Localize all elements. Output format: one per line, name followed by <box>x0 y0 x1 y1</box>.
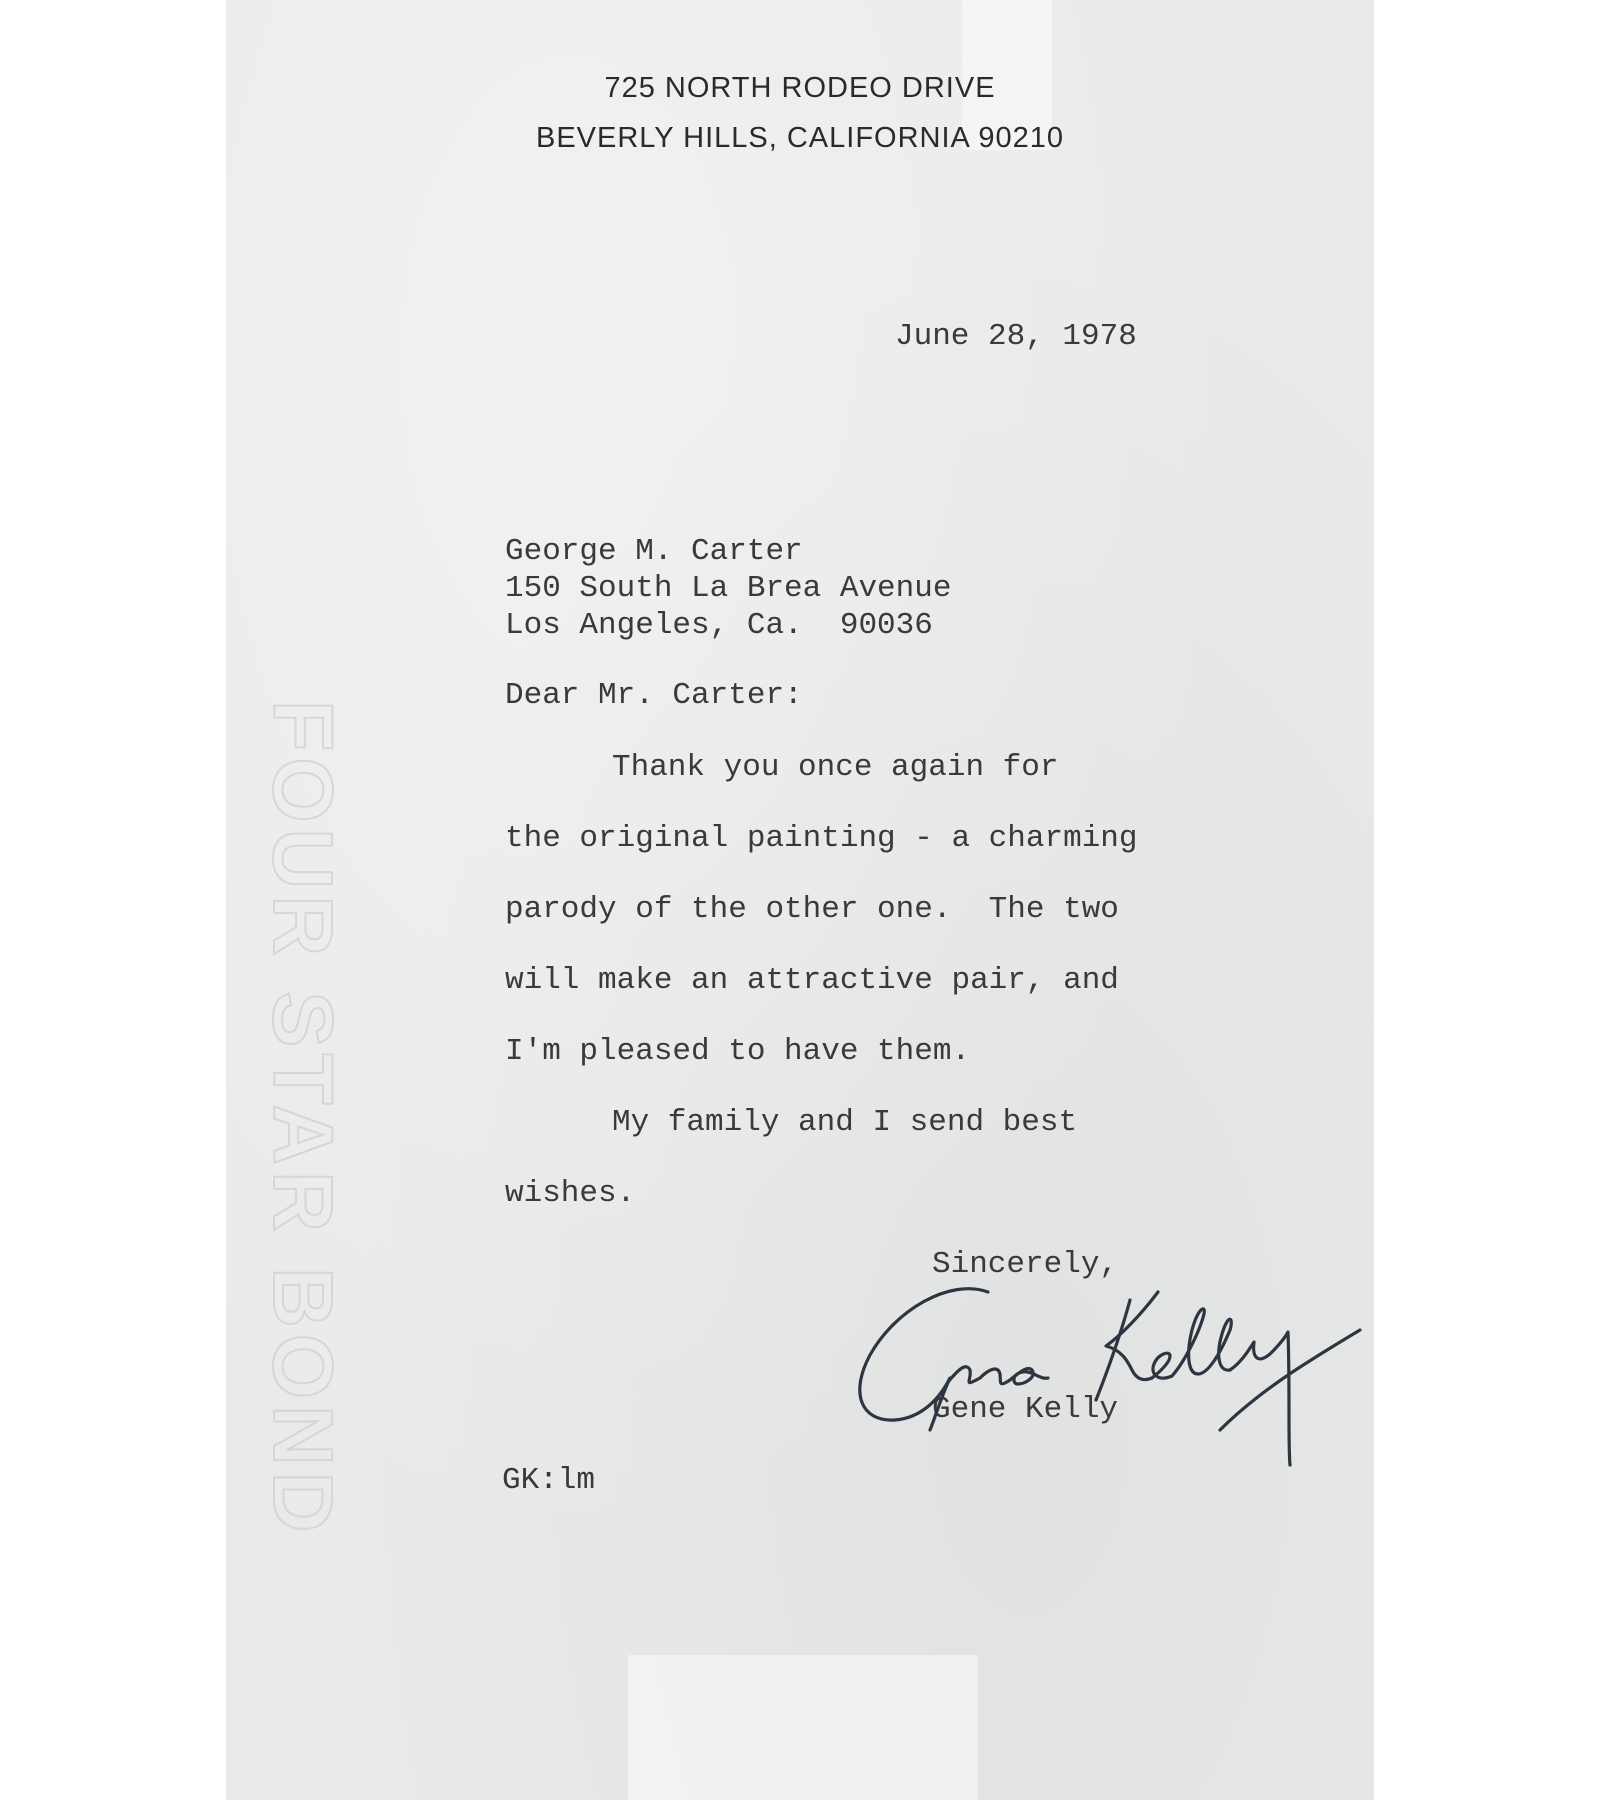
typed-signer-name: Gene Kelly <box>932 1392 1119 1427</box>
closing: Sincerely, <box>932 1247 1119 1282</box>
body-line: Thank you once again for <box>612 750 1059 785</box>
recipient-city: Los Angeles, Ca. 90036 <box>505 608 933 643</box>
body-line: I'm pleased to have them. <box>505 1034 971 1069</box>
recipient-name: George M. Carter <box>505 534 803 569</box>
recipient-street: 150 South La Brea Avenue <box>505 571 952 606</box>
salutation: Dear Mr. Carter: <box>505 678 803 713</box>
tape-strip-bottom <box>628 1655 978 1800</box>
letterhead-address-line2: BEVERLY HILLS, CALIFORNIA 90210 <box>535 122 1064 154</box>
body-line: parody of the other one. The two <box>505 892 1119 927</box>
letter-date: June 28, 1978 <box>895 319 1137 354</box>
watermark-text: FOUR STAR BOND <box>256 700 350 1539</box>
letterhead-address-line1: 725 NORTH RODEO DRIVE <box>604 72 996 104</box>
handwritten-signature <box>840 1270 1370 1470</box>
body-line: will make an attractive pair, and <box>505 963 1119 998</box>
body-line: wishes. <box>505 1176 636 1211</box>
body-line: the original painting - a charming <box>505 821 1138 856</box>
body-line: My family and I send best <box>612 1105 1078 1140</box>
reference-initials: GK:lm <box>502 1463 596 1498</box>
